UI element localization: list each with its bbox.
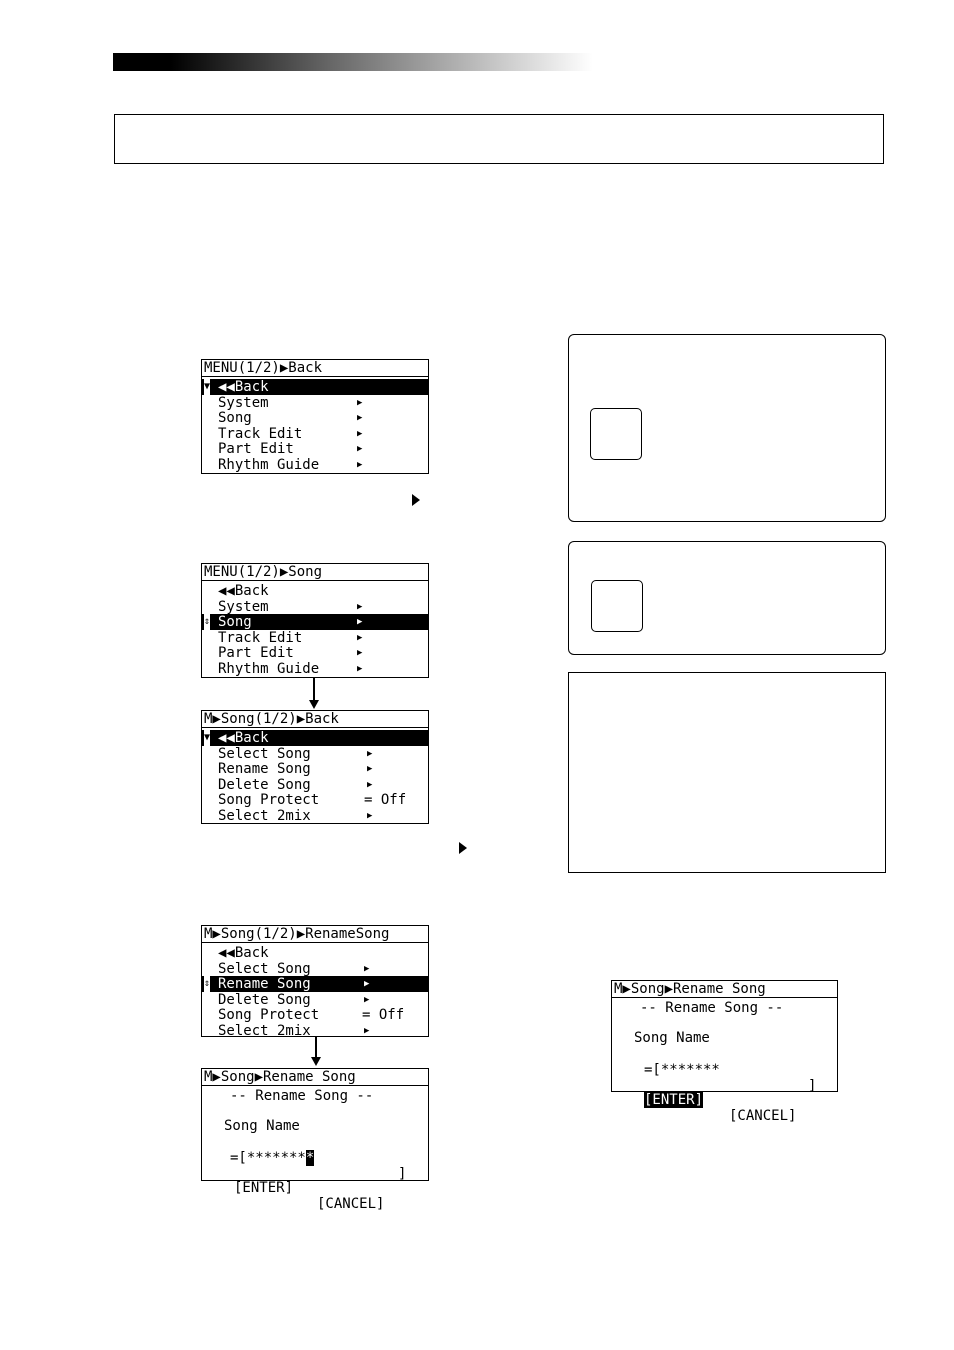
menu-item[interactable] [202,583,428,599]
down-arrow-icon [309,700,319,709]
menu-item-label: ◀◀Back [218,730,269,746]
menu-item-label: Rhythm Guide [218,456,320,473]
scroll-mark-icon: ▼ [204,730,210,746]
menu-item-label: Song [218,410,252,426]
menu-item-label: ◀◀Back [218,945,269,961]
menu-item-label: Select 2mix [218,1022,311,1039]
menu-item-label: Song Protect [218,1007,320,1023]
submenu-arrow-icon: ▶ [367,748,373,759]
note-box-2 [568,541,886,655]
menu-item[interactable] [202,410,428,426]
submenu-arrow-icon: ▶ [357,648,363,658]
menu-item[interactable] [202,808,428,824]
menu-item[interactable] [202,599,428,615]
submenu-arrow-icon: ▶ [367,779,373,790]
menu-item-label: System [218,394,269,411]
menu-item-label: Rename Song [218,976,311,992]
field-suffix: ] [808,1078,817,1094]
dialog-heading: -- Rename Song -- [230,1088,374,1104]
submenu-arrow-icon: ▶ [357,632,363,643]
lcd-menu-song [201,563,429,678]
lcd-song-rename [201,925,429,1037]
menu-item-label: Part Edit [218,441,294,457]
menu-item[interactable] [202,614,428,630]
menu-item[interactable] [202,961,428,977]
menu-item[interactable] [202,777,428,793]
screen-title: MENU(1/2)▶Back [204,360,323,376]
scroll-mark-icon: ▼ [204,379,210,395]
note-box-1 [568,334,886,522]
flow-arrow-line [315,1037,317,1059]
submenu-arrow-icon: ▶ [364,1025,370,1036]
menu-item-label: Rename Song [218,761,311,777]
menu-item-label: System [218,598,269,615]
submenu-arrow-icon: ▶ [367,810,373,821]
submenu-arrow-icon: ▶ [364,994,370,1005]
lcd-song-back [201,710,429,824]
menu-item-label: Delete Song [218,776,311,793]
right-arrow-icon [459,842,467,854]
menu-item-label: Song Protect [218,792,320,808]
menu-item-label: Select Song [218,960,311,977]
menu-item-label: ◀◀Back [218,583,269,599]
menu-item-label: Select 2mix [218,807,311,824]
cancel-button[interactable]: [CANCEL] [317,1196,385,1212]
flow-arrow-line [313,678,315,702]
section-title-box [114,114,884,164]
submenu-arrow-icon: ▶ [357,428,363,439]
enter-button[interactable]: [ENTER] [644,1092,704,1108]
menu-item[interactable] [202,457,428,473]
menu-item[interactable] [202,441,428,457]
menu-item-label: Song [218,614,252,630]
menu-item[interactable] [202,761,428,777]
down-arrow-icon [311,1057,321,1066]
screen-title: MENU(1/2)▶Song [204,564,323,580]
submenu-arrow-icon: ▶ [364,963,370,974]
menu-item-value: = Off [362,1007,405,1023]
text-cursor: * [305,1150,315,1166]
menu-item-value: = Off [364,792,407,808]
submenu-arrow-icon: ▶ [357,663,363,674]
field-label: Song Name [224,1118,300,1134]
menu-item-label: Track Edit [218,629,303,646]
menu-item-label: Delete Song [218,991,311,1008]
song-name-value[interactable]: ******* [246,1150,306,1166]
key-icon [590,408,642,460]
header-gradient-bar [113,53,593,71]
menu-item-label: Rhythm Guide [218,660,320,677]
submenu-arrow-icon: ▶ [357,444,363,454]
menu-item[interactable] [202,1007,428,1023]
screen-title: M▶Song(1/2)▶Back [204,711,339,727]
submenu-arrow-icon: ▶ [357,459,363,470]
menu-item[interactable] [202,379,428,395]
screen-title: M▶Song(1/2)▶RenameSong [204,926,390,942]
menu-item[interactable] [202,426,428,442]
key-icon [591,580,643,632]
field-prefix: =[ [230,1150,247,1166]
menu-item[interactable] [202,746,428,762]
submenu-arrow-icon: ▶ [357,617,363,627]
enter-button[interactable]: [ENTER] [234,1180,294,1196]
menu-item-label: Part Edit [218,645,294,661]
right-arrow-icon [412,494,420,506]
lcd-rename-song-dialog-2 [611,980,838,1124]
submenu-arrow-icon: ▶ [357,413,363,423]
menu-item[interactable] [202,730,428,746]
menu-item-label: Track Edit [218,425,303,442]
submenu-arrow-icon: ▶ [364,979,370,989]
menu-item[interactable] [202,792,428,808]
field-prefix: =[ [644,1062,661,1078]
note-box-3 [568,672,886,873]
dialog-heading: -- Rename Song -- [640,1000,784,1016]
field-label: Song Name [634,1030,710,1046]
menu-item-label: Select Song [218,745,311,762]
submenu-arrow-icon: ▶ [357,397,363,408]
screen-title: M▶Song▶Rename Song [204,1069,356,1085]
scroll-mark-icon: ⇕ [204,614,210,630]
field-suffix: ] [398,1166,407,1182]
menu-item[interactable] [202,645,428,661]
submenu-arrow-icon: ▶ [367,764,373,774]
menu-item-label: ◀◀Back [218,379,269,395]
cancel-button[interactable]: [CANCEL] [729,1108,797,1124]
menu-item[interactable] [202,630,428,646]
submenu-arrow-icon: ▶ [357,601,363,612]
lcd-menu-back [201,359,429,474]
song-name-value[interactable]: ******* [660,1062,720,1078]
menu-item[interactable] [202,992,428,1008]
scroll-mark-icon: ⇕ [204,976,210,992]
menu-item[interactable] [202,945,428,961]
menu-item[interactable] [202,395,428,411]
menu-item[interactable] [202,661,428,677]
lcd-rename-song-dialog [201,1068,429,1212]
screen-title: M▶Song▶Rename Song [614,981,766,997]
menu-item[interactable] [202,976,428,992]
